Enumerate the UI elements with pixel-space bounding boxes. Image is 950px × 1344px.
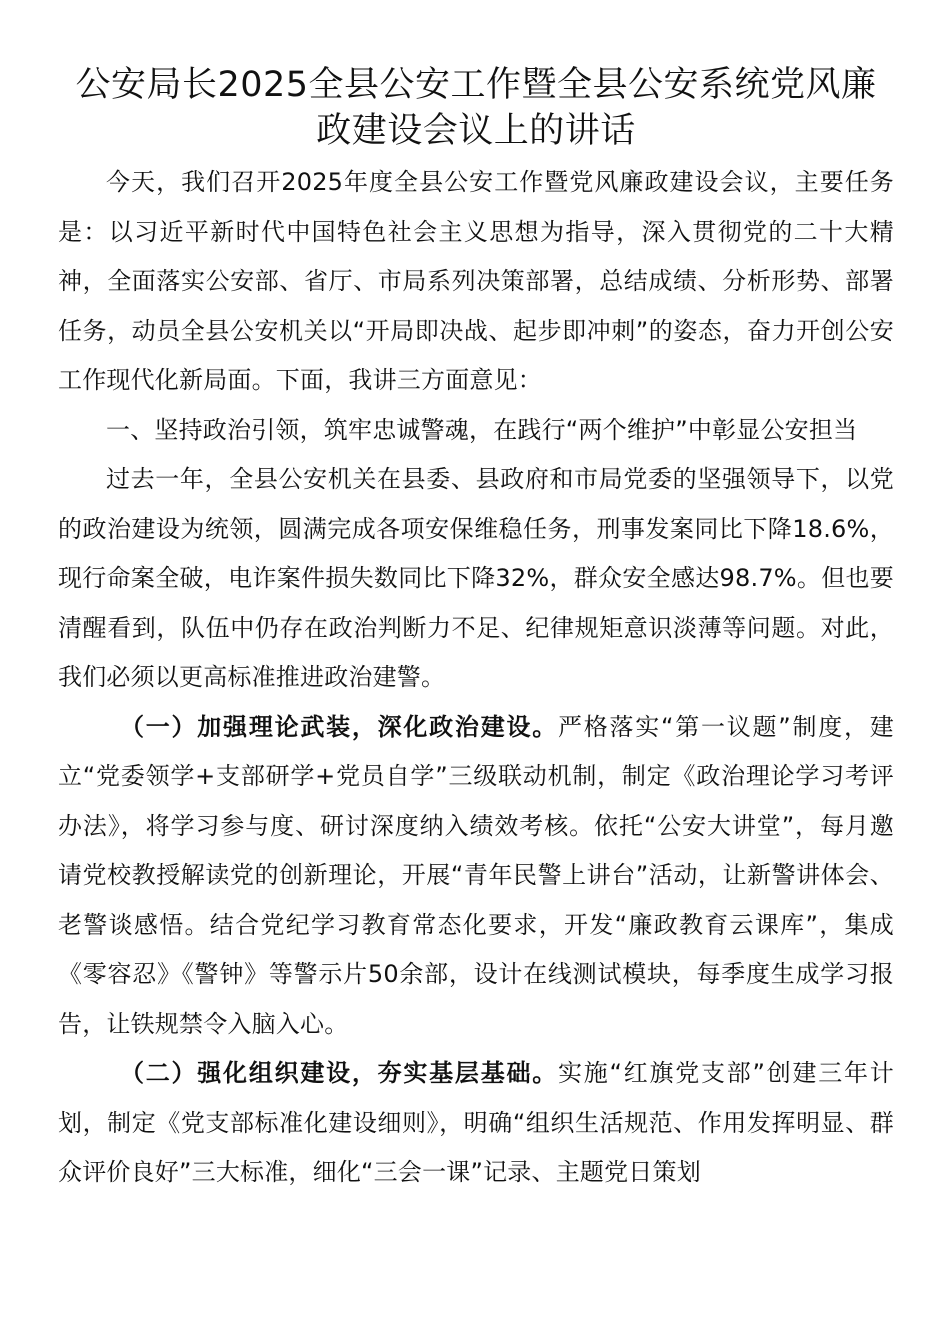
subsection-2-heading: （二）强化组织建设，夯实基层基础。 xyxy=(120,1059,558,1087)
section-1-heading: 一、坚持政治引领，筑牢忠诚警魂，在践行“两个维护”中彰显公安担当 xyxy=(106,415,858,444)
subsection-1-paragraph xyxy=(58,703,894,1050)
document-title: 公安局长2025全县公安工作暨全县公安系统党风廉政建设会议上的讲话 xyxy=(75,65,877,151)
section-1-body: 过去一年，全县公安机关在县委、县政府和市局党委的坚强领导下，以党的政治建设为统领，圆满完成各项安保维稳任务，刑事发案同比下降18.6%，现行命案全破，电诈案件损失数同比下降32%，群众安全感达98.7%。但也要清醒看到，队伍中仍存在政治判断力不足、纪律规矩意识淡薄等问题。对此，我们必须以更高标准推进政治建警。 xyxy=(58,465,894,691)
intro-paragraph: 今天，我们召开2025年度全县公安工作暨党风廉政建设会议，主要任务是：以习近平新时代中国特色社会主义思想为指导，深入贯彻党的二十大精神，全面落实公安部、省厅、市局系列决策部署，总结成绩、分析形势、部署任务，动员全县公安机关以“开局即决战、起步即冲刺”的姿态，奋力开创公安工作现代化新局面。下面，我讲三方面意见： xyxy=(58,168,894,394)
subsection-2-body: 实施“红旗党支部”创建三年计划，制定《党支部标准化建设细则》，明确“组织生活规范、作用发挥明显、群众评价良好”三大标准，细化“三会一课”记录、主题党日策划 xyxy=(58,1059,894,1186)
subsection-1-body: 严格落实“第一议题”制度，建立“党委领学+支部研学+党员自学”三级联动机制，制定《政治理论学习考评办法》，将学习参与度、研讨深度纳入绩效考核。依托“公安大讲堂”，每月邀请党校教授解读党的创新理论，开展“青年民警上讲台”活动，让新警讲体会、老警谈感悟。结合党纪学习教育常态化要求，开发“廉政教育云课库”，集成《零容忍》《警钟》等警示片50余部，设计在线测试模块，每季度生成学习报告，让铁规禁令入脑入心。 xyxy=(58,712,894,1038)
document-page xyxy=(58,62,894,1198)
subsection-1-heading: （一）加强理论武装，深化政治建设。 xyxy=(120,712,558,741)
subsection-2-paragraph xyxy=(58,1049,894,1198)
